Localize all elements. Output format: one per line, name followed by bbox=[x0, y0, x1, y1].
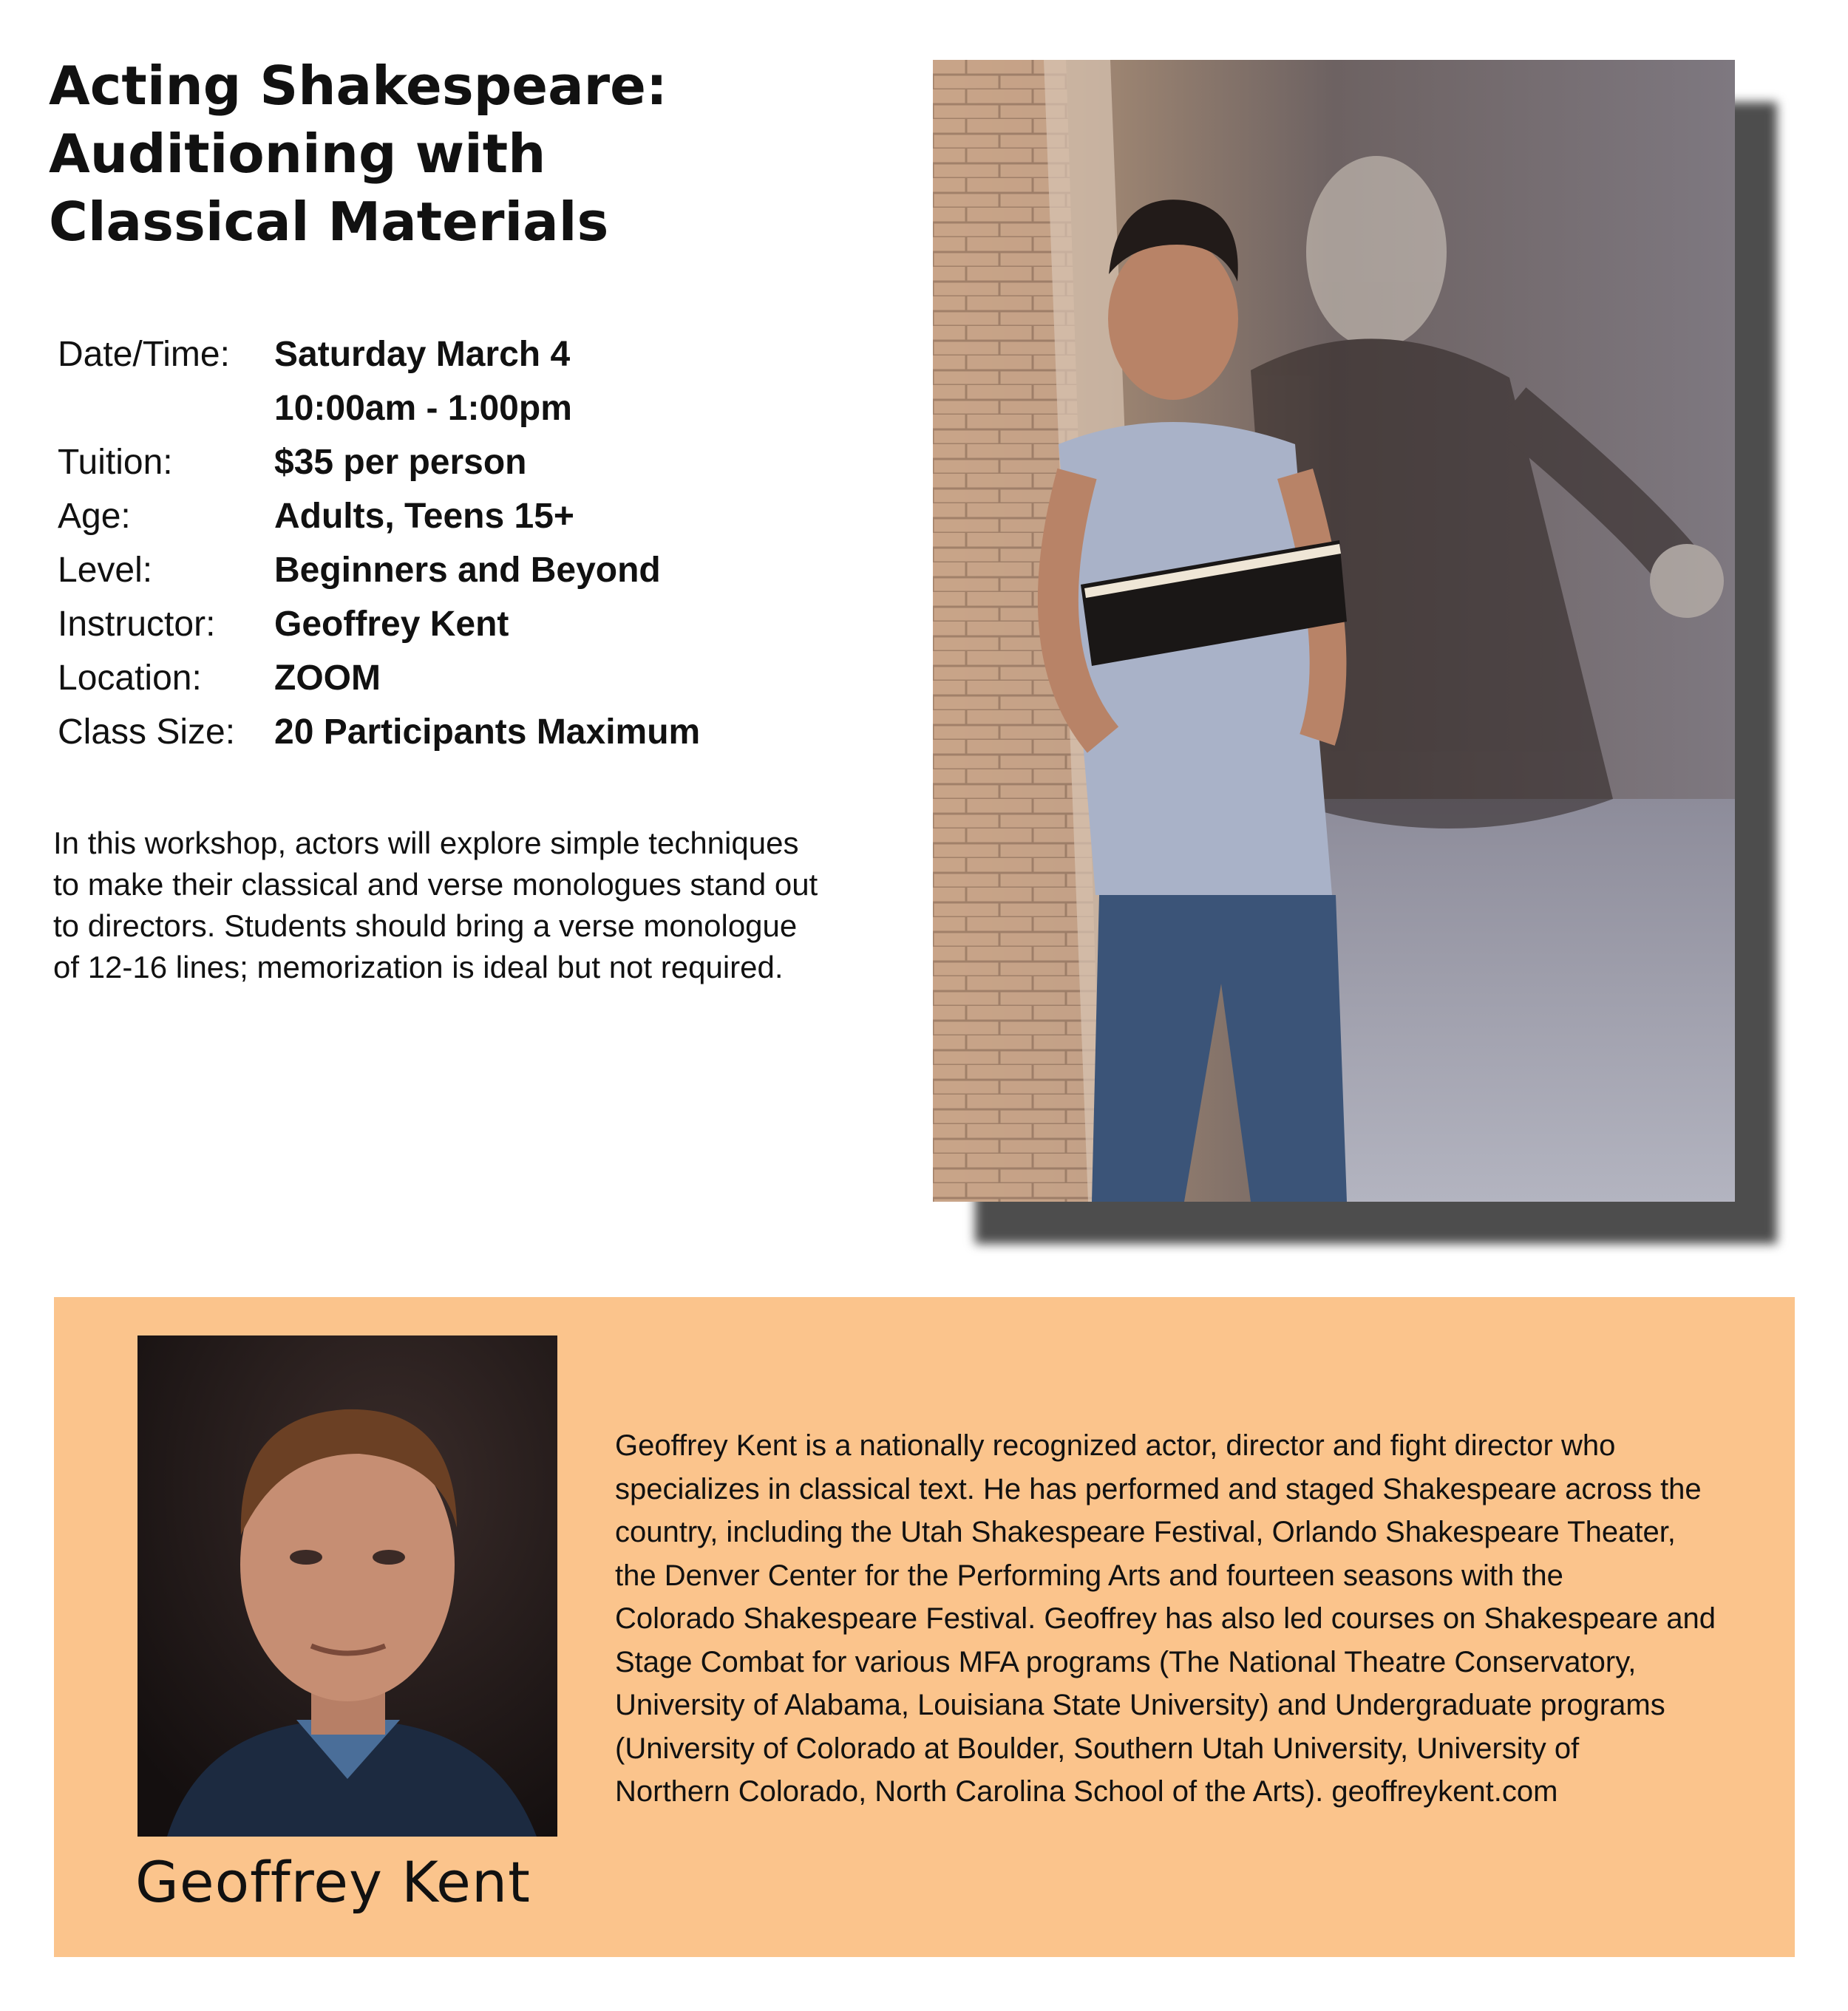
description-line: to directors. Students should bring a verse monologue bbox=[53, 908, 798, 943]
workshop-description bbox=[53, 823, 911, 988]
detail-value: $35 per person bbox=[274, 443, 527, 482]
bio-line: University of Alabama, Louisiana State University) and Undergraduate programs bbox=[615, 1689, 1665, 1721]
detail-class-size bbox=[58, 705, 871, 759]
detail-level bbox=[58, 543, 871, 597]
detail-value bbox=[274, 327, 572, 435]
detail-label: Location: bbox=[58, 659, 202, 698]
detail-label: Age: bbox=[58, 497, 131, 536]
bio-line: Stage Combat for various MFA programs (The National Theatre Conservatory, bbox=[615, 1645, 1637, 1678]
bio-line: Geoffrey Kent is a nationally recognized actor, director and fight director who bbox=[615, 1429, 1616, 1462]
description-line: In this workshop, actors will explore simple techniques bbox=[53, 826, 799, 860]
bio-line: (University of Colorado at Boulder, Southern Utah University, University of bbox=[615, 1732, 1580, 1765]
detail-age bbox=[58, 489, 871, 543]
detail-value: Adults, Teens 15+ bbox=[274, 497, 574, 536]
detail-datetime bbox=[58, 327, 871, 435]
bio-line: Northern Colorado, North Carolina School of the Arts). geoffreykent.com bbox=[615, 1775, 1558, 1808]
bio-line: the Denver Center for the Performing Arts and fourteen seasons with the bbox=[615, 1559, 1563, 1592]
instructor-bio-panel bbox=[54, 1297, 1795, 1957]
class-details bbox=[58, 327, 871, 759]
detail-label: Tuition: bbox=[58, 443, 173, 482]
detail-value: ZOOM bbox=[274, 659, 381, 698]
description-line: to make their classical and verse monologues stand out bbox=[53, 867, 818, 902]
detail-label: Level: bbox=[58, 551, 153, 590]
title-line: Classical Materials bbox=[49, 191, 609, 253]
instructor-headshot bbox=[137, 1335, 557, 1837]
instructor-name: Geoffrey Kent bbox=[135, 1849, 531, 1915]
detail-location bbox=[58, 651, 871, 705]
bio-line: Colorado Shakespeare Festival. Geoffrey has also led courses on Shakespeare and bbox=[615, 1602, 1716, 1635]
detail-label: Instructor: bbox=[58, 605, 216, 644]
detail-value: 20 Participants Maximum bbox=[274, 712, 701, 752]
time-line: 10:00am - 1:00pm bbox=[274, 389, 572, 428]
detail-value: Beginners and Beyond bbox=[274, 551, 661, 590]
description-line: of 12-16 lines; memorization is ideal but not required. bbox=[53, 950, 784, 984]
bio-line: specializes in classical text. He has performed and staged Shakespeare across the bbox=[615, 1472, 1702, 1505]
detail-label: Date/Time: bbox=[58, 335, 230, 374]
hero-photo bbox=[933, 60, 1735, 1202]
instructor-bio bbox=[615, 1424, 1768, 1814]
title-line: Auditioning with bbox=[49, 123, 546, 185]
title-line: Acting Shakespeare: bbox=[49, 55, 667, 117]
bio-line: country, including the Utah Shakespeare Festival, Orlando Shakespeare Theater, bbox=[615, 1516, 1676, 1548]
page-title bbox=[49, 52, 862, 256]
date-line: Saturday March 4 bbox=[274, 335, 571, 374]
detail-instructor bbox=[58, 597, 871, 651]
detail-value: Geoffrey Kent bbox=[274, 605, 509, 644]
detail-tuition bbox=[58, 435, 871, 489]
detail-label: Class Size: bbox=[58, 712, 236, 752]
